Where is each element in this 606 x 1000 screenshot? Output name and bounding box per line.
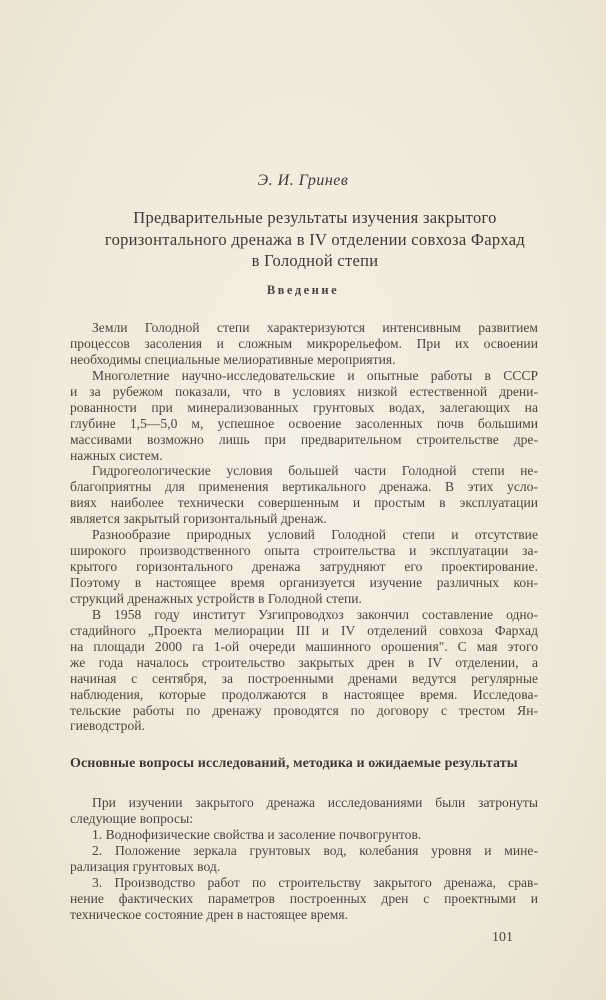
- text-line: широкого производственного опыта строительства и эксплуатации за-: [70, 543, 538, 559]
- text-line: тельские работы по дренажу проводятся по договору с трестом Ян-: [70, 702, 538, 718]
- paragraph: [70, 795, 538, 827]
- paragraph: [70, 607, 538, 735]
- text-line: процессов засоления и сложным микрорельефом. При их освоении: [70, 335, 538, 351]
- paragraph: [70, 843, 538, 875]
- text-line: струкций дренажных устройств в Голодной степи.: [70, 590, 362, 606]
- text-line: наблюдения, которые продолжаются в настоящее время. Исследова-: [70, 686, 538, 702]
- text-line: на площади 2000 га 1-ой очереди машинного орошения". С мая этого: [70, 638, 538, 654]
- paragraph: [70, 368, 538, 464]
- text-line: рованности при минерализованных грунтовых водах, залегающих на: [70, 399, 538, 415]
- introduction-body: [70, 320, 538, 734]
- text-line: же года началось строительство закрытых дрен в IV отделении, а: [70, 654, 538, 670]
- text-line: следующие вопросы:: [70, 810, 193, 826]
- main-questions-body: [70, 795, 538, 923]
- text-line: При изучении закрытого дренажа исследованиями были затронуты: [92, 795, 538, 810]
- text-line: необходимы специальные мелиоративные мероприятия.: [70, 351, 396, 367]
- text-line: гиеводстрой.: [70, 718, 145, 734]
- text-line: нажных систем.: [70, 447, 163, 463]
- text-line: 2. Положение зеркала грунтовых вод, колебания уровня и мине-: [92, 842, 538, 858]
- text-line: Поэтому в настоящее время организуется изучение различных кон-: [70, 575, 538, 590]
- text-line: Гидрогеологические условия большей части Голодной степи не-: [92, 463, 538, 479]
- text-line: 1. Воднофизические свойства и засоление почвогрунтов.: [92, 826, 422, 842]
- page-number: 101: [492, 930, 513, 945]
- text-line: Разнообразие природных условий Голодной степи и отсутствие: [92, 527, 538, 543]
- paragraph: [70, 463, 538, 527]
- paragraph: [70, 527, 538, 607]
- title-line: горизонтального дренажа в IV отделении совхоза Фархад: [104, 229, 526, 249]
- author-name: Э. И. Гринев: [257, 172, 349, 189]
- section-heading-introduction: Введение: [266, 283, 340, 297]
- text-line: рализация грунтовых вод.: [70, 858, 221, 874]
- text-line: виях наиболее технически совершенным и простым в эксплуатации: [70, 495, 538, 511]
- text-line: техническое состояние дрен в настоящее время.: [70, 906, 348, 922]
- section-heading-main-questions: Основные вопросы исследований, методика и ожидаемые результаты: [70, 756, 518, 771]
- text-line: нение фактических параметров построенных дрен с проектными и: [70, 890, 538, 906]
- article-title: [80, 207, 550, 272]
- paragraph: [70, 320, 538, 368]
- text-line: Земли Голодной степи характеризуются интенсивным развитием: [92, 320, 538, 335]
- paragraph: [70, 827, 538, 843]
- text-line: 3. Производство работ по строительству закрытого дренажа, срав-: [92, 874, 538, 890]
- text-line: массивами возможно лишь при предварительном строительстве дре-: [70, 431, 538, 447]
- text-line: благоприятны для применения вертикального дренажа. В этих усло-: [70, 479, 538, 495]
- title-line: Предварительные результаты изучения закрытого: [133, 208, 497, 227]
- text-line: глубине 1,5—5,0 м, успешное освоение засоленных почв большими: [70, 415, 538, 431]
- text-line: является закрытый горизонтальный дренаж.: [70, 511, 327, 527]
- text-line: крытого горизонтального дренажа затрудняют его проектирование.: [70, 559, 538, 575]
- text-line: В 1958 году институт Узгипроводхоз закончил составление одно-: [92, 606, 538, 622]
- title-line: в Голодной степи: [251, 251, 379, 270]
- text-line: стадийного „Проекта мелиорации III и IV отделений совхоза Фархад: [70, 622, 538, 638]
- text-line: Многолетние научно-исследовательские и опытные работы в СССР: [92, 367, 538, 383]
- text-line: начиная с сентября, за построенными дренами ведутся регулярные: [70, 670, 538, 686]
- paragraph: [70, 875, 538, 923]
- text-line: и за рубежом показали, что в условиях низкой естественной дрени-: [70, 383, 538, 399]
